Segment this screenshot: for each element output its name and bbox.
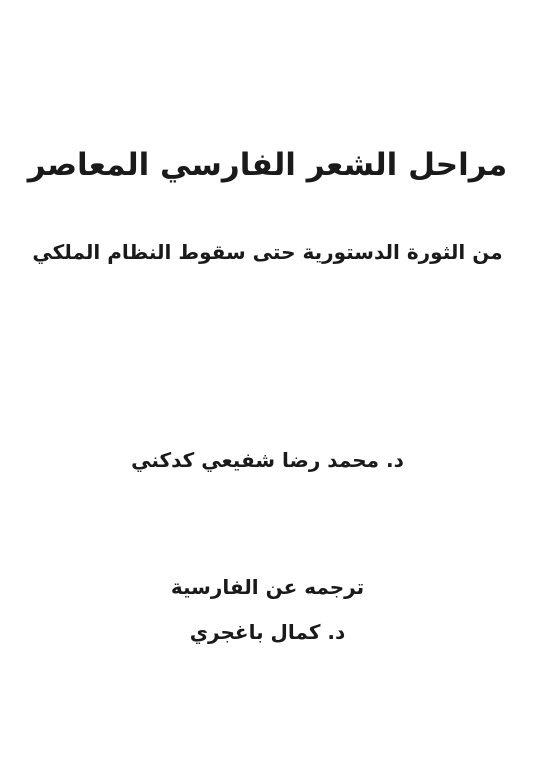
translator-name: د. كمال باغجري	[189, 620, 346, 644]
author-name: د. محمد رضا شفيعي كدكني	[131, 448, 404, 472]
book-title: مراحل الشعر الفارسي المعاصر	[27, 147, 508, 183]
translation-note: ترجمه عن الفارسية	[170, 575, 365, 599]
book-subtitle: من الثورة الدستورية حتى سقوط النظام الملكي	[32, 240, 503, 264]
